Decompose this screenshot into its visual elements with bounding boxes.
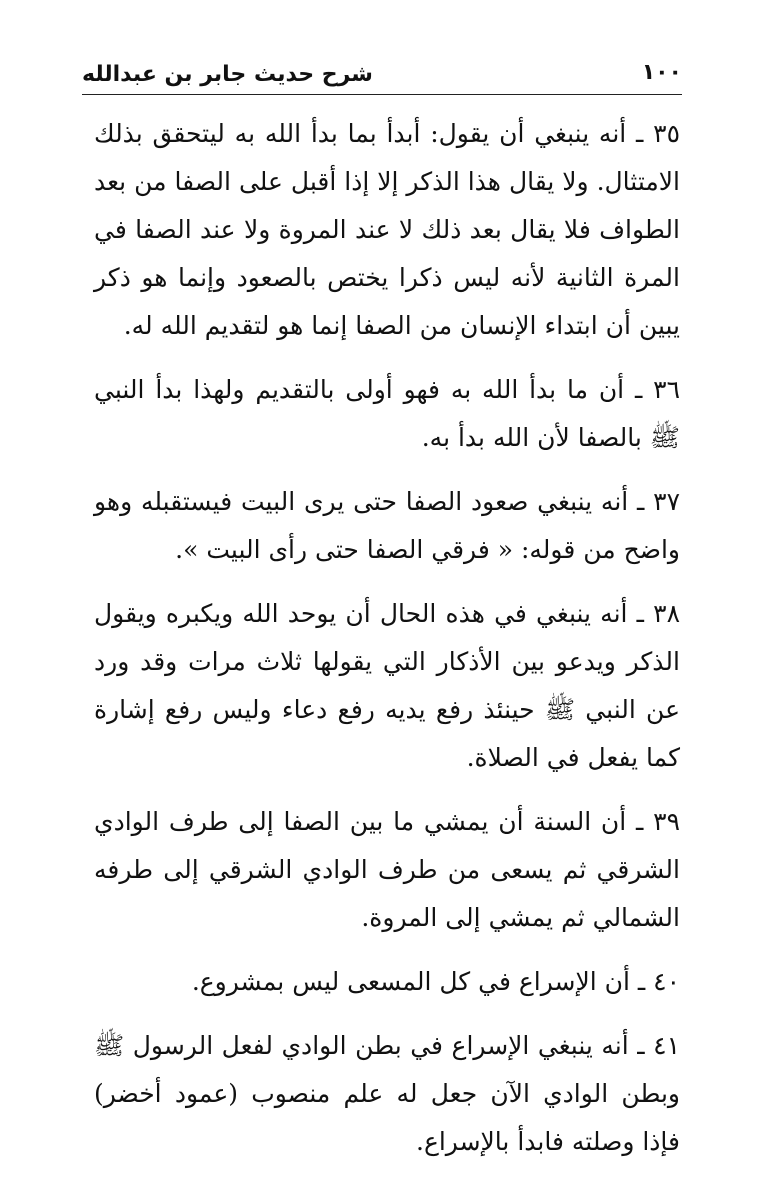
- paragraph-35: ٣٥ ـ أنه ينبغي أن يقول: أبدأ بما بدأ الله به ليتحقق بذلك الامتثال. ولا يقال هذا الذكر إلا إذا أقبل على الصفا من بعد الطواف فلا يقال بعد ذلك لا عند المروة ولا عند الصفا في المرة الثانية لأنه ليس ذكرا يختص بالصعود وإنما هو ذكر يبين أن ابتداء الإنسان من الصفا إنما هو لتقديم الله له.: [94, 119, 680, 340]
- paragraph-38: ٣٨ ـ أنه ينبغي في هذه الحال أن يوحد الله ويكبره ويقول الذكر ويدعو بين الأذكار التي يقولها ثلاث مرات وقد ورد عن النبي ﷺ حينئذ رفع يديه رفع دعاء وليس رفع إشارة كما يفعل في الصلاة.: [94, 599, 680, 772]
- running-title: شرح حديث جابر بن عبدالله: [82, 62, 373, 87]
- page-body: [94, 110, 680, 1182]
- paragraph-41: ٤١ ـ أنه ينبغي الإسراع في بطن الوادي لفعل الرسول ﷺ وبطن الوادي الآن جعل له علم منصوب (عمود أخضر) فإذا وصلته فابدأ بالإسراع.: [94, 1031, 680, 1156]
- paragraph-39: ٣٩ ـ أن السنة أن يمشي ما بين الصفا إلى طرف الوادي الشرقي ثم يسعى من طرف الوادي الشرقي إلى طرفه الشمالي ثم يمشي إلى المروة.: [94, 807, 680, 932]
- paragraph-40: ٤٠ ـ أن الإسراع في كل المسعى ليس بمشروع.: [191, 967, 680, 996]
- header-divider: [82, 94, 682, 95]
- page-number: ١٠٠: [641, 60, 682, 85]
- running-header: [82, 50, 682, 94]
- paragraph-37: ٣٧ ـ أنه ينبغي صعود الصفا حتى يرى البيت فيستقبله وهو واضح من قوله: « فرقي الصفا حتى رأى البيت ».: [94, 487, 680, 564]
- paragraph-36: ٣٦ ـ أن ما بدأ الله به فهو أولى بالتقديم ولهذا بدأ النبي ﷺ بالصفا لأن الله بدأ به.: [94, 375, 680, 452]
